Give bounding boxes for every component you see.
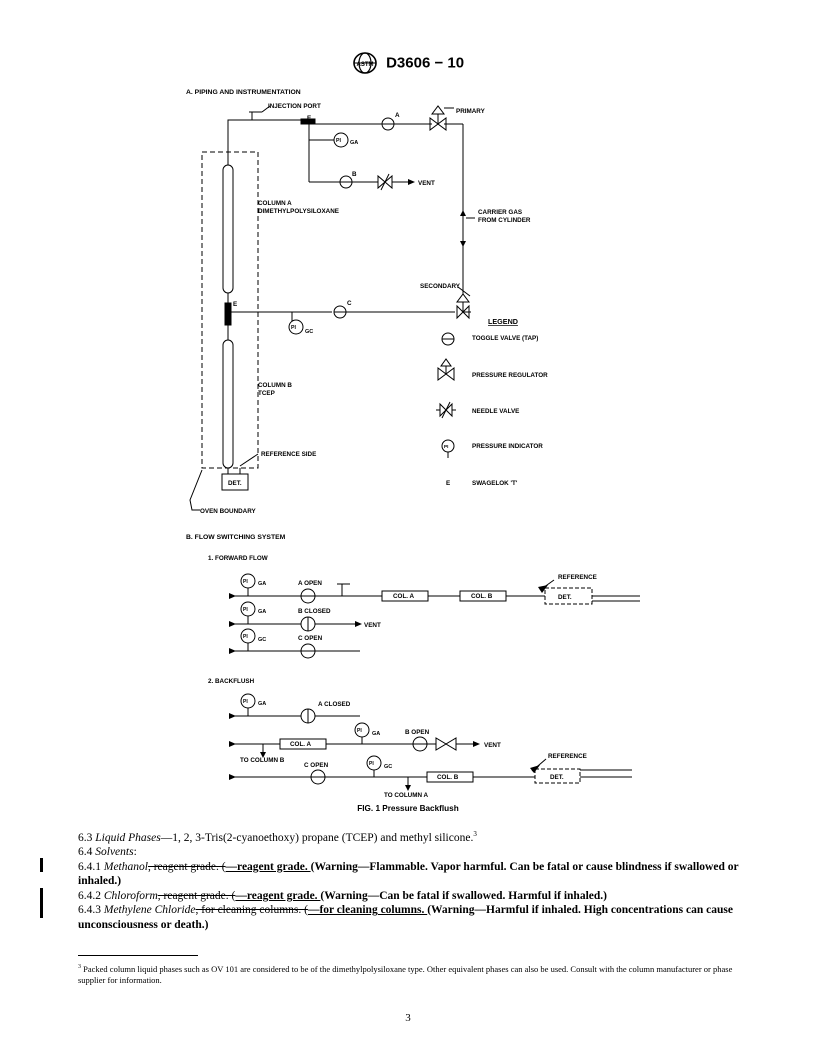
para-term: Methanol	[103, 860, 148, 873]
vent-label-bf: VENT	[484, 742, 501, 749]
pi-gc-fwd-3: PI	[243, 634, 248, 640]
valve-c-label: C	[347, 300, 352, 307]
c-open-label: C OPEN	[298, 635, 323, 642]
figure-caption: FIG. 1 Pressure Backflush	[357, 804, 459, 813]
col-a-bf: COL. A	[290, 741, 312, 748]
para-6-4	[78, 845, 760, 860]
ga-top-label: GA	[350, 140, 359, 146]
ga-fwd-2: GA	[258, 609, 267, 615]
forward-flow-title: 1. FORWARD FLOW	[208, 555, 268, 562]
para-6-3	[78, 827, 760, 845]
para-number: 6.4.3	[78, 904, 101, 917]
legend-regulator: PRESSURE REGULATOR	[472, 372, 548, 379]
pi-gc-bf-3: PI	[369, 761, 374, 767]
section-a-title: A. PIPING AND INSTRUMENTATION	[186, 89, 301, 96]
page-number: 3	[405, 1012, 411, 1024]
backflush-title: 2. BACKFLUSH	[208, 678, 255, 685]
revision-bar-1	[40, 858, 43, 872]
para-6-4-2	[78, 889, 760, 904]
section-b-title: B. FLOW SWITCHING SYSTEM	[186, 534, 286, 541]
deleted-text: , for cleaning columns. (	[195, 904, 308, 917]
pi-ga-bf-2: PI	[357, 728, 362, 734]
gc-bf-3: GC	[384, 764, 393, 770]
para-term: Methylene Chloride	[103, 904, 196, 917]
legend-swagelok: SWAGELOK 'T'	[472, 480, 518, 487]
svg-text:ASTM: ASTM	[356, 62, 374, 68]
carrier-gas-label-1: CARRIER GAS	[478, 209, 523, 216]
col-b-fwd: COL. B	[471, 593, 493, 600]
footnote-divider	[78, 955, 198, 956]
column-a-label: COLUMN A	[258, 200, 292, 207]
gc-fwd-3: GC	[258, 637, 267, 643]
body-text	[78, 827, 760, 932]
reference-bf: REFERENCE	[548, 753, 587, 760]
column-b-label: COLUMN B	[258, 382, 292, 389]
det-label-top: DET.	[228, 480, 242, 487]
valve-a-label: A	[395, 112, 400, 119]
ga-fwd-1: GA	[258, 581, 267, 587]
footnote-ref[interactable]: 3	[473, 830, 477, 838]
pi-ga-fwd-2: PI	[243, 607, 248, 613]
footnote	[78, 962, 760, 986]
legend-needle: NEEDLE VALVE	[472, 408, 520, 415]
para-body: —1, 2, 3-Tris(2-cyanoethoxy) propane (TCEP) and methyl silicone.	[160, 831, 474, 844]
swagelok-e-top: E	[307, 115, 312, 122]
pi-ga-fwd-1: PI	[243, 579, 248, 585]
c-open-bf: C OPEN	[304, 762, 329, 769]
det-bf: DET.	[550, 774, 564, 781]
valve-b-label: B	[352, 171, 357, 178]
carrier-gas-label-2: FROM CYLINDER	[478, 217, 531, 224]
swagelok-e-mid: E	[233, 301, 238, 308]
b-closed-label: B CLOSED	[298, 608, 331, 615]
col-b-bf: COL. B	[437, 774, 459, 781]
para-6-4-3	[78, 903, 760, 932]
legend-toggle: TOGGLE VALVE (TAP)	[472, 335, 539, 342]
col-a-fwd: COL. A	[393, 593, 415, 600]
a-open-label: A OPEN	[298, 580, 322, 587]
reference-side-label: REFERENCE SIDE	[261, 451, 317, 458]
vent-label-fwd: VENT	[364, 622, 381, 629]
revision-bar-2	[40, 888, 43, 918]
ga-bf-1: GA	[258, 701, 267, 707]
vent-label-top: VENT	[418, 180, 435, 187]
para-number: 6.4.1	[78, 860, 101, 873]
secondary-label: SECONDARY	[420, 283, 461, 290]
deleted-text: , reagent grade. (	[147, 860, 226, 873]
footnote-marker: 3	[78, 964, 81, 970]
pi-ga-bf-1: PI	[243, 699, 248, 705]
para-number: 6.4	[78, 846, 93, 859]
para-term: Liquid Phases	[95, 831, 161, 844]
warning-text: (Warning—Can be fatal if swallowed. Harmful if inhaled.)	[320, 889, 607, 902]
legend-title: LEGEND	[488, 317, 518, 326]
para-6-4-1	[78, 860, 760, 889]
det-fwd: DET.	[558, 594, 572, 601]
legend-indicator: PRESSURE INDICATOR	[472, 443, 543, 450]
injection-port-label: INJECTION PORT	[268, 103, 321, 110]
reference-fwd: REFERENCE	[558, 574, 597, 581]
warning-text: (Warning—Harmful if inhaled. High concentrations can cause unconsciousness or death.)	[78, 904, 733, 931]
ga-bf-2: GA	[372, 731, 381, 737]
to-column-a-label: TO COLUMN A	[384, 792, 429, 799]
pi-ga-top: PI	[336, 138, 341, 144]
footnote-text: Packed column liquid phases such as OV 101 are considered to be of the dimethylpolysiloxane type. Other equivalent phases can also be used. Consult with the column manufacturer or phase supplier for information.	[78, 963, 733, 985]
b-open-label: B OPEN	[405, 729, 430, 736]
a-closed-label: A CLOSED	[318, 701, 351, 708]
column-b-phase: TCEP	[258, 390, 275, 397]
inserted-text: —for cleaning columns.	[307, 904, 428, 917]
legend-swagelok-key: E	[446, 480, 451, 487]
legend-pi-symbol: PI	[444, 444, 449, 449]
gc-mid-label: GC	[305, 329, 314, 335]
to-column-b-label: TO COLUMN B	[240, 757, 285, 764]
deleted-text: , reagent grade. (	[157, 889, 236, 902]
document-designation: D3606 − 10	[386, 54, 465, 72]
pi-gc-mid: PI	[291, 325, 296, 331]
inserted-text: —reagent grade.	[235, 889, 321, 902]
para-number: 6.3	[78, 831, 93, 844]
para-colon: :	[133, 846, 137, 859]
primary-label: PRIMARY	[456, 108, 485, 115]
column-a-phase: DIMETHYLPOLYSILOXANE	[258, 208, 339, 215]
warning-text: (Warning—Flammable. Vapor harmful. Can be fatal or cause blindness if swallowed or inhaled.)	[78, 860, 739, 888]
para-term: Solvents	[95, 846, 134, 859]
oven-boundary-label: OVEN BOUNDARY	[200, 508, 256, 515]
inserted-text: —reagent grade.	[225, 860, 311, 873]
para-term: Chloroform	[103, 889, 158, 902]
para-number: 6.4.2	[78, 889, 101, 902]
